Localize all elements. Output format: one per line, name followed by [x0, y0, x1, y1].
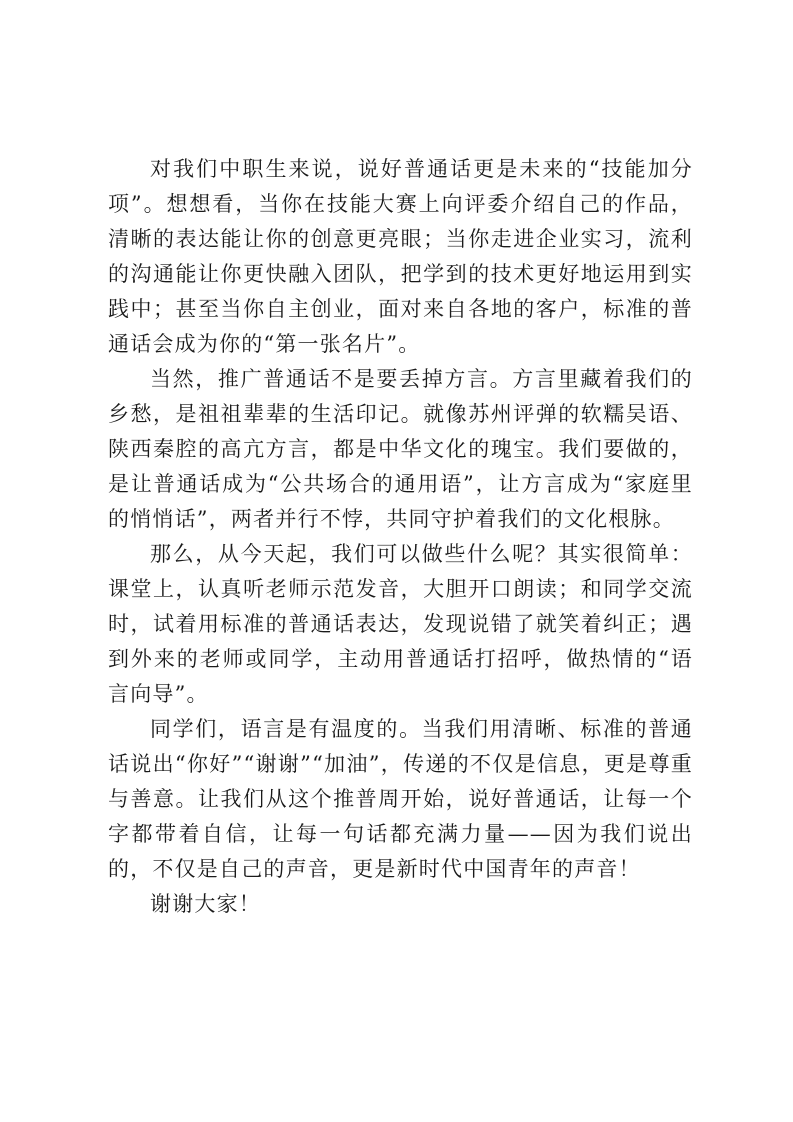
paragraph-4: 同学们，语言是有温度的。当我们用清晰、标准的普通话说出“你好”“谢谢”“加油”，传递的不仅是信息，更是尊重与善意。让我们从这个推普周开始，说好普通话，让每一个字都带着自信，让每一句话都充满力量——因为我们说出的，不仅是自己的声音，更是新时代中国青年的声音！	[108, 717, 693, 881]
speech-body	[108, 152, 693, 922]
paragraph-2: 当然，推广普通话不是要丢掉方言。方言里藏着我们的乡愁，是祖祖辈辈的生活印记。就像苏州评弹的软糯吴语、陕西秦腔的高亢方言，都是中华文化的瑰宝。我们要做的，是让普通话成为“公共场合的通用语”，让方言成为“家庭里的悄悄话”，两者并行不悖，共同守护着我们的文化根脉。	[108, 367, 693, 531]
closing-line: 谢谢大家！	[150, 892, 261, 916]
paragraph-1: 对我们中职生来说，说好普通话更是未来的“技能加分项”。想想看，当你在技能大赛上向评委介绍自己的作品，清晰的表达能让你的创意更亮眼；当你走进企业实习，流利的沟通能让你更快融入团队，把学到的技术更好地运用到实践中；甚至当你自主创业，面对来自各地的客户，标准的普通话会成为你的“第一张名片”。	[108, 157, 693, 356]
paragraph-3: 那么，从今天起，我们可以做些什么呢？其实很简单：课堂上，认真听老师示范发音，大胆开口朗读；和同学交流时，试着用标准的普通话表达，发现说错了就笑着纠正；遇到外来的老师或同学，主动用普通话打招呼，做热情的“语言向导”。	[108, 542, 693, 706]
